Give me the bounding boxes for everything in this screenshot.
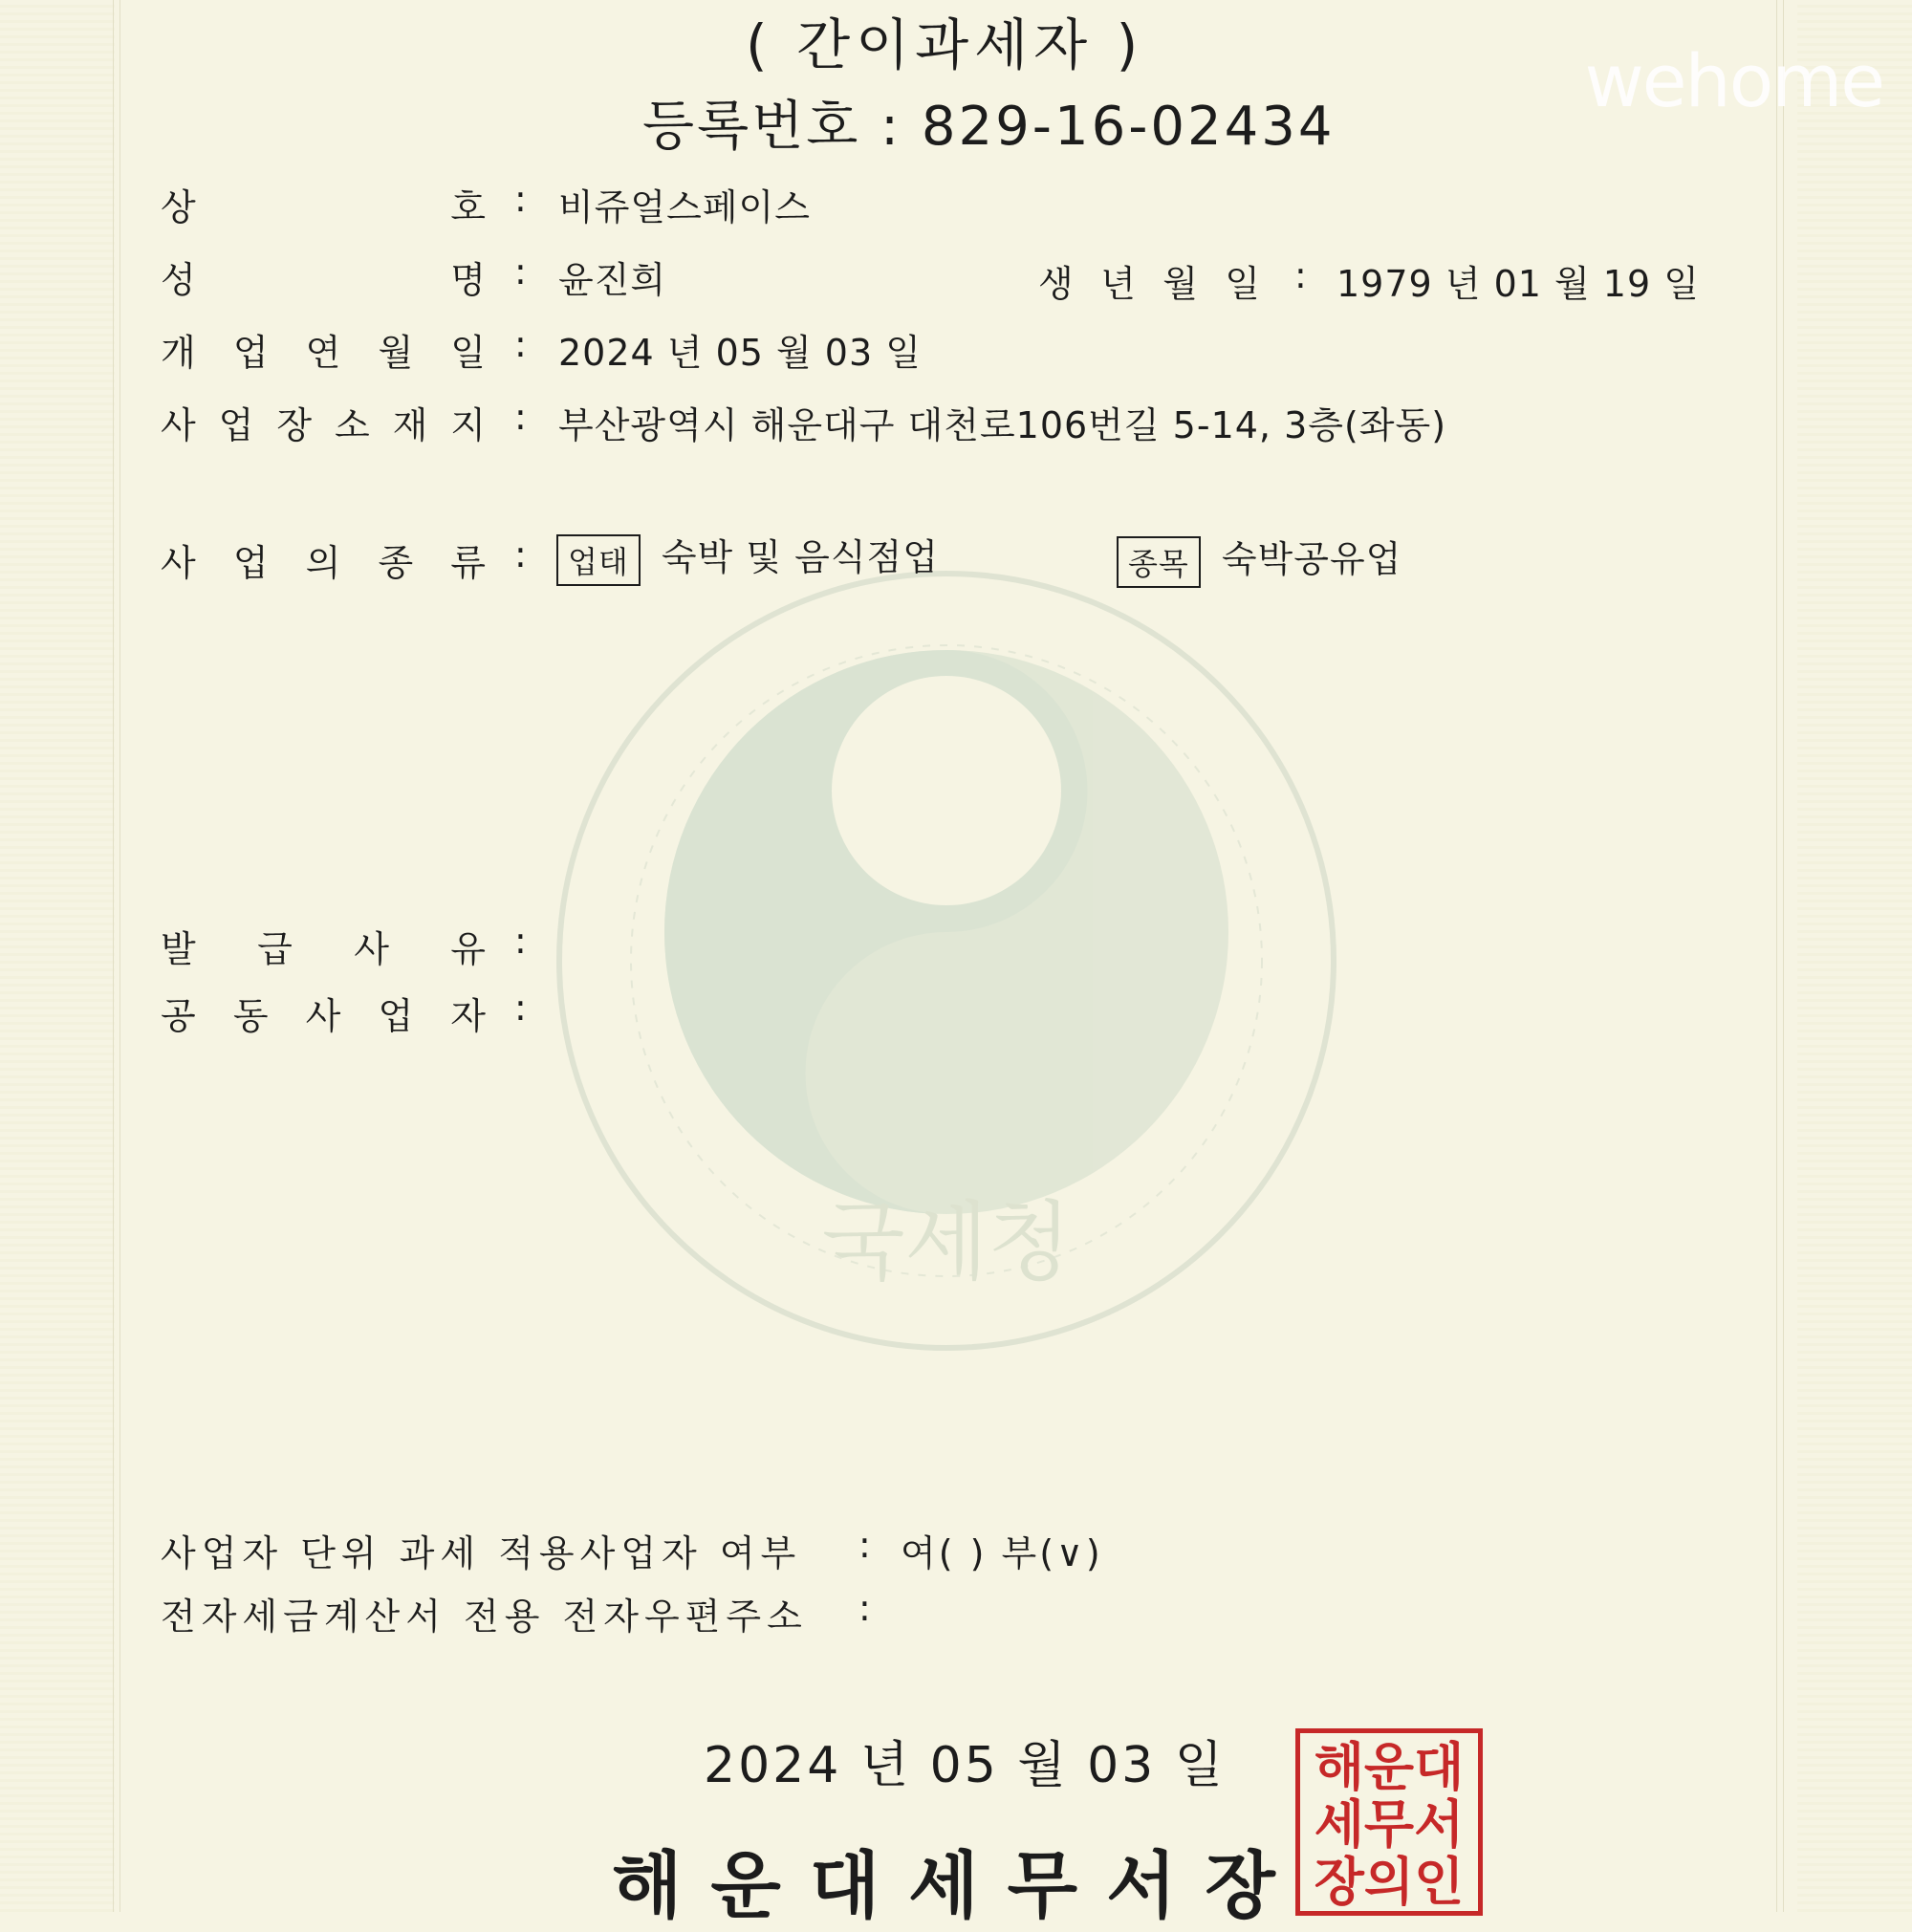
colon: : (858, 1587, 871, 1629)
business-type-label (161, 533, 486, 586)
name-value: 윤진희 (558, 259, 667, 301)
issue-date: 2024 년 05 월 03 일 (704, 1737, 1227, 1794)
label-char: 성 (161, 259, 196, 301)
label-char: 류 (450, 542, 486, 584)
label-char: 의 (305, 542, 341, 584)
label-char: 유 (450, 928, 486, 970)
stamp-line: 장의인 (1314, 1852, 1465, 1912)
business-category (556, 528, 939, 586)
seal-watermark-text: 국세청 (821, 1192, 1072, 1292)
label-char: 생 (1038, 263, 1074, 305)
trade-name-value: 비쥬얼스페이스 (558, 186, 811, 228)
label-char: 사 (354, 928, 389, 970)
colon: : (1294, 254, 1307, 296)
category-value: 숙박 및 음식점업 (661, 536, 939, 578)
label-char: 명 (450, 259, 486, 301)
official-seal-stamp (1295, 1728, 1483, 1916)
label-char: 소 (334, 404, 370, 446)
colon: : (514, 920, 527, 962)
label-char: 동 (232, 995, 269, 1037)
border-left-line (113, 0, 120, 1912)
birth-label (1038, 254, 1260, 307)
name-label (161, 250, 486, 303)
colon: : (514, 323, 527, 365)
label-char: 발 (161, 928, 196, 970)
label-char: 일 (450, 332, 486, 374)
category-box-label: 업태 (556, 534, 641, 586)
einvoice-email-label: 전자세금계산서 전용 전자우편주소 (161, 1596, 808, 1638)
label-char: 공 (161, 995, 196, 1037)
label-char: 사 (305, 995, 341, 1037)
stamp-line: 세무서 (1314, 1794, 1465, 1855)
label-char: 업 (218, 404, 254, 446)
address-value: 부산광역시 해운대구 대천로106번길 5-14, 3층(좌동) (558, 404, 1447, 446)
colon: : (514, 533, 527, 575)
open-date-label (161, 323, 486, 376)
nts-seal-watermark (550, 564, 1343, 1357)
label-char: 사 (161, 404, 196, 446)
label-char: 월 (378, 332, 414, 374)
taxpayer-type: ( 간이과세자 ) (746, 12, 1144, 77)
stamp-line: 해운대 (1314, 1737, 1465, 1797)
label-char: 상 (161, 186, 196, 228)
unit-tax-label: 사업자 단위 과세 적용사업자 여부 (161, 1532, 802, 1574)
label-char: 호 (450, 186, 486, 228)
label-char: 재 (392, 404, 428, 446)
label-char: 업 (378, 995, 414, 1037)
colon: : (858, 1524, 871, 1566)
business-item (1117, 530, 1401, 588)
birth-value: 1979 년 01 월 19 일 (1336, 263, 1700, 305)
label-char: 자 (450, 995, 486, 1037)
item-value: 숙박공유업 (1221, 538, 1402, 580)
colon: : (514, 178, 527, 220)
issue-reason-label (161, 920, 486, 972)
label-char: 월 (1162, 263, 1198, 305)
open-date-value: 2024 년 05 월 03 일 (558, 332, 922, 374)
border-right-line (1776, 0, 1784, 1912)
label-char: 사 (161, 542, 196, 584)
tax-office-name: 해운대세무서장 (612, 1843, 1304, 1928)
colon: : (514, 396, 527, 438)
label-char: 일 (1225, 263, 1260, 305)
registration-number: 등록번호 : 829-16-02434 (642, 96, 1336, 158)
address-label (161, 396, 486, 448)
label-char: 지 (450, 404, 486, 446)
label-char: 년 (1100, 263, 1136, 305)
label-char: 개 (161, 332, 196, 374)
label-char: 업 (232, 542, 269, 584)
label-char: 종 (378, 542, 414, 584)
label-char: 업 (232, 332, 269, 374)
label-char: 장 (276, 404, 313, 446)
paper-left-pattern (0, 0, 115, 1912)
label-char: 연 (305, 332, 341, 374)
paper-right-pattern (1797, 0, 1912, 1912)
label-char: 급 (257, 928, 293, 970)
co-owner-label (161, 987, 486, 1039)
trade-name-label (161, 178, 486, 230)
unit-tax-value: 여( ) 부(∨) (901, 1532, 1103, 1574)
colon: : (514, 987, 527, 1029)
colon: : (514, 250, 527, 293)
item-box-label: 종목 (1117, 536, 1201, 588)
wehome-watermark: wehome (1584, 38, 1883, 123)
